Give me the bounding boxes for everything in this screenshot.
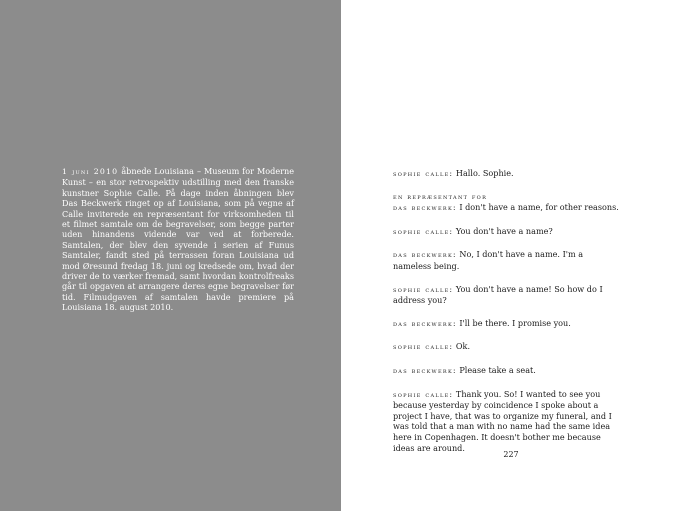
- right-page: [341, 0, 681, 511]
- speaker-name: das beckwerk:: [393, 203, 457, 213]
- speech-text: Please take a seat.: [459, 364, 536, 375]
- dialogue-turn: [393, 318, 619, 330]
- intro-paragraph: [62, 166, 294, 313]
- speech-text: Thank you. So! I wanted to see you because yesterday by coincidence I spoke about a project I have, that was to organize my funeral, and I was told that a man with no name had the same idea here in Copenhagen. It doesn't bother me because ideas are around.: [393, 388, 612, 453]
- speaker-name: sophie calle:: [393, 169, 454, 178]
- speaker-name: sophie calle:: [393, 342, 454, 352]
- speaker-name: das beckwerk:: [393, 250, 457, 260]
- dialogue-turn: [393, 192, 619, 214]
- speech-text: I'll be there. I promise you.: [459, 317, 571, 328]
- speaker-name: sophie calle:: [393, 284, 454, 294]
- intro-text: åbnede Louisiana – Museum for Moderne Kunst – en stor retrospektiv udstilling med den franske kunstner Sophie Calle. På dage inden åbningen blev Das Beckwerk ringet op af Louisiana, som på vegne af Calle inviterede en repræsentant for virksomheden til et filmet samtale om de begravelser, som begge parter uden hinandens vidende var ved at forberede. Samtalen, der blev den syvende i serien af Funus Samtaler, fandt sted på terrassen foran Louisiana ud mod Øresund fredag 18. juni og kredsede om, hvad der driver de to værker fremad, samt hvordan kontrolfreaks går til opgaven at arrangere deres egne begravelser før tid. Filmudgaven af samtalen havde premiere på Louisiana 18. august 2010.: [62, 166, 295, 313]
- dialogue-turn: [393, 284, 619, 306]
- speaker-name: sophie calle:: [393, 226, 454, 236]
- speaker-name: sophie calle:: [393, 389, 454, 399]
- speech-text: I don't have a name, for other reasons.: [459, 202, 619, 213]
- speech-text: Hallo. Sophie.: [455, 168, 514, 178]
- dialogue-turn: [393, 341, 619, 353]
- dialogue-turn: [393, 249, 619, 271]
- speech-text: Ok.: [455, 341, 471, 352]
- speaker-name: das beckwerk:: [393, 318, 457, 328]
- intro-date-lead: 1 juni 2010: [62, 167, 119, 176]
- speech-text: No, I don't have a name. I'm a nameless being.: [393, 249, 584, 271]
- speaker-prefix: en repræsentant for: [393, 191, 488, 201]
- speaker-name: das beckwerk:: [393, 365, 457, 375]
- speech-text: You don't have a name! So how do I address you?: [393, 283, 603, 306]
- speech-text: You don't have a name?: [455, 225, 553, 236]
- dialogue-turn: [393, 365, 619, 377]
- dialogue-turn: [393, 226, 619, 238]
- dialogue: [393, 168, 619, 465]
- dialogue-turn: [393, 168, 619, 180]
- dialogue-turn: [393, 389, 619, 454]
- page-number: 227: [503, 450, 519, 459]
